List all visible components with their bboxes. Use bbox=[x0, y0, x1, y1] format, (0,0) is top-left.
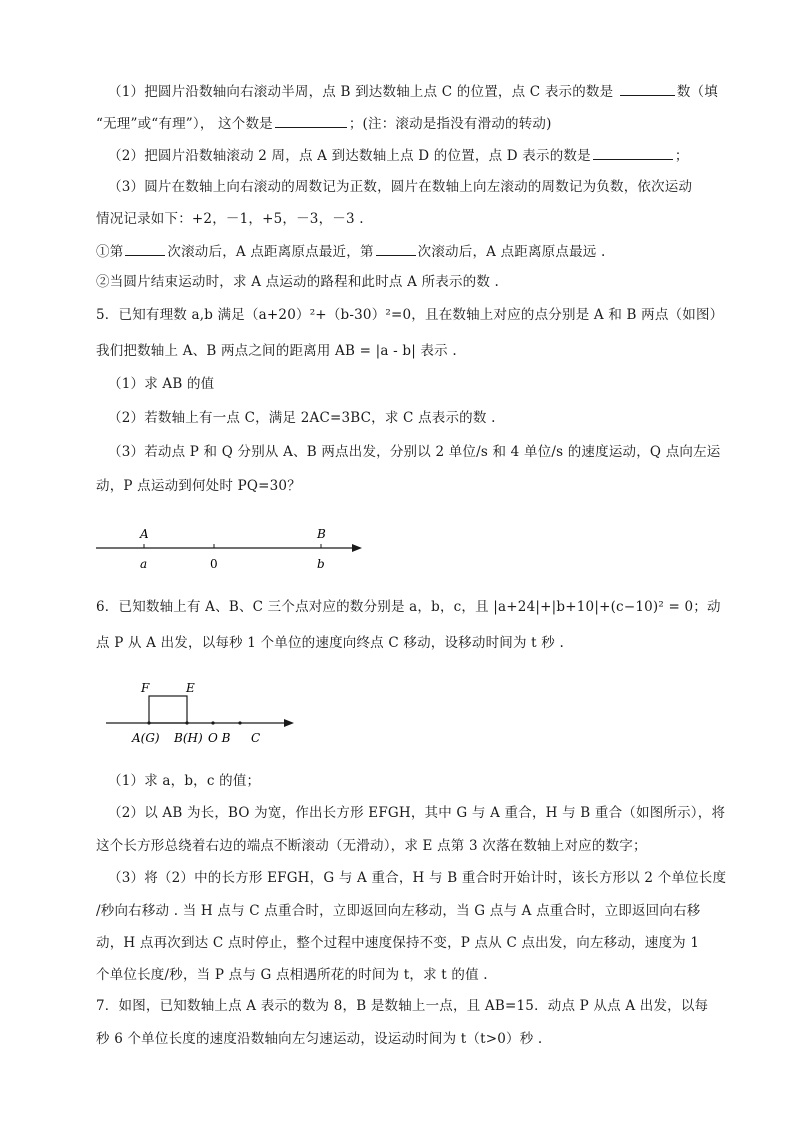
q5-sub1: （1）求 AB 的值 bbox=[108, 376, 215, 392]
q5-sub2: （2）若数轴上有一点 C，满足 2AC=3BC，求 C 点表示的数 . bbox=[108, 410, 496, 426]
q7-line1: 7．如图，已知数轴上点 A 表示的数为 8，B 是数轴上一点，且 AB=15．动点 P 从点 A 出发，以每 bbox=[96, 998, 709, 1014]
point-AG-label: A(G) bbox=[132, 731, 160, 745]
answer-blank bbox=[376, 241, 416, 256]
q6-rectangle-figure bbox=[100, 675, 300, 747]
point-E-label: E bbox=[186, 681, 195, 695]
q6-sub3-line2: /秒向右移动 . 当 H 点与 C 点重合时，立即返回向左移动，当 G 点与 A 点重合时，立即返回向右移 bbox=[96, 903, 701, 919]
q4-circle2-line: ②当圆片结束运动时，求 A 点运动的路程和此时点 A 所表示的数 . bbox=[96, 274, 500, 290]
q4-part1-line2 bbox=[96, 113, 552, 134]
rectangle-EFGH bbox=[149, 696, 187, 723]
q4-circle1-line bbox=[96, 241, 605, 262]
value-0-label: 0 bbox=[210, 557, 218, 571]
q7-line2: 秒 6 个单位长度的速度沿数轴向左匀速运动，设运动时间为 t（t>0）秒 . bbox=[96, 1031, 543, 1047]
point-O-dot bbox=[211, 721, 214, 724]
q4-circle1-text-c: 次滚动后，A 点距离原点最远 . bbox=[417, 244, 606, 260]
q5-line2: 我们把数轴上 A、B 两点之间的距离用 AB = |a - b| 表示 . bbox=[96, 343, 457, 359]
q6-line2: 点 P 从 A 出发，以每秒 1 个单位的速度向终点 C 移动，设移动时间为 t 秒 . bbox=[96, 635, 564, 651]
point-F-label: F bbox=[141, 681, 150, 695]
q6-sub1: （1）求 a，b，c 的值； bbox=[108, 773, 261, 789]
q5-number-line-figure bbox=[90, 520, 370, 576]
answer-blank bbox=[593, 145, 673, 160]
q4-part1-text-d: ；(注：滚动是指没有滑动的转动) bbox=[348, 116, 552, 132]
q4-part1-line1 bbox=[108, 81, 718, 102]
answer-blank bbox=[125, 241, 165, 256]
q5-sub3-line1: （3）若动点 P 和 Q 分别从 A、B 两点出发，分别以 2 单位/s 和 4 单位/s 的速度运动，Q 点向左运 bbox=[108, 444, 721, 460]
q4-part1-text-c: “无理”或“有理”）， 这个数是 bbox=[96, 116, 273, 132]
q5-sub3-line2: 动，P 点运动到何处时 PQ=30？ bbox=[96, 478, 301, 494]
answer-blank bbox=[275, 113, 347, 128]
arrow-head-icon bbox=[352, 544, 362, 552]
q5-line1: 5．已知有理数 a,b 满足（a+20）²+（b-30）²=0，且在数轴上对应的点分别是 A 和 B 两点（如图） bbox=[96, 307, 724, 323]
q6-sub2-line1: （2）以 AB 为长，BO 为宽，作出长方形 EFGH，其中 G 与 A 重合，H 与 B 重合（如图所示），将 bbox=[108, 805, 726, 821]
q4-part1-text-a: （1）把圆片沿数轴向右滚动半周，点 B 到达数轴上点 C 的位置，点 C 表示的数是 bbox=[108, 84, 618, 100]
point-A-label: A bbox=[140, 527, 149, 541]
point-B-label: B bbox=[317, 527, 326, 541]
q6-sub3-line4: 个单位长度/秒，当 P 点与 G 点相遇所花的时间为 t，求 t 的值 . bbox=[96, 967, 488, 983]
q4-circle1-text-b: 次滚动后，A 点距离原点最近，第 bbox=[167, 244, 374, 260]
q4-part2-line bbox=[108, 145, 689, 166]
point-A-dot bbox=[147, 721, 150, 724]
point-OB-label: O B bbox=[208, 731, 231, 745]
q4-part2-text-a: （2）把圆片沿数轴滚动 2 周，点 A 到达数轴上点 D 的位置，点 D 表示的数是 bbox=[108, 148, 591, 164]
point-B2-dot bbox=[238, 721, 241, 724]
q6-line1: 6．已知数轴上有 A、B、C 三个点对应的数分别是 a，b，c，且 |a+24|+|b+10|+(c−10)² = 0；动 bbox=[96, 599, 721, 615]
point-C-label: C bbox=[251, 731, 261, 745]
q4-part2-text-b: ； bbox=[674, 148, 689, 164]
q6-sub3-line1: （3）将（2）中的长方形 EFGH，G 与 A 重合，H 与 B 重合时开始计时，该长方形以 2 个单位长度 bbox=[108, 870, 727, 886]
point-BH-label: B(H) bbox=[174, 731, 203, 745]
point-B-dot bbox=[185, 721, 188, 724]
q4-circle1-text-a: ①第 bbox=[96, 244, 124, 260]
value-b-label: b bbox=[317, 557, 325, 571]
value-a-label: a bbox=[140, 557, 148, 571]
answer-blank bbox=[620, 81, 675, 96]
q4-part3-line2: 情况记录如下：+2，－1，+5，－3，－3 . bbox=[96, 211, 364, 227]
q4-part3-line1: （3）圆片在数轴上向右滚动的周数记为正数，圆片在数轴上向左滚动的周数记为负数，依次运动 bbox=[108, 179, 693, 195]
q4-part1-text-b: 数（填 bbox=[676, 84, 718, 100]
q6-sub2-line2: 这个长方形总绕着右边的端点不断滚动（无滑动），求 E 点第 3 次落在数轴上对应的数字； bbox=[96, 838, 647, 854]
arrow-head-icon bbox=[284, 719, 294, 727]
q6-sub3-line3: 动，H 点再次到达 C 点时停止，整个过程中速度保持不变，P 点从 C 点出发，向左移动，速度为 1 bbox=[96, 935, 700, 951]
